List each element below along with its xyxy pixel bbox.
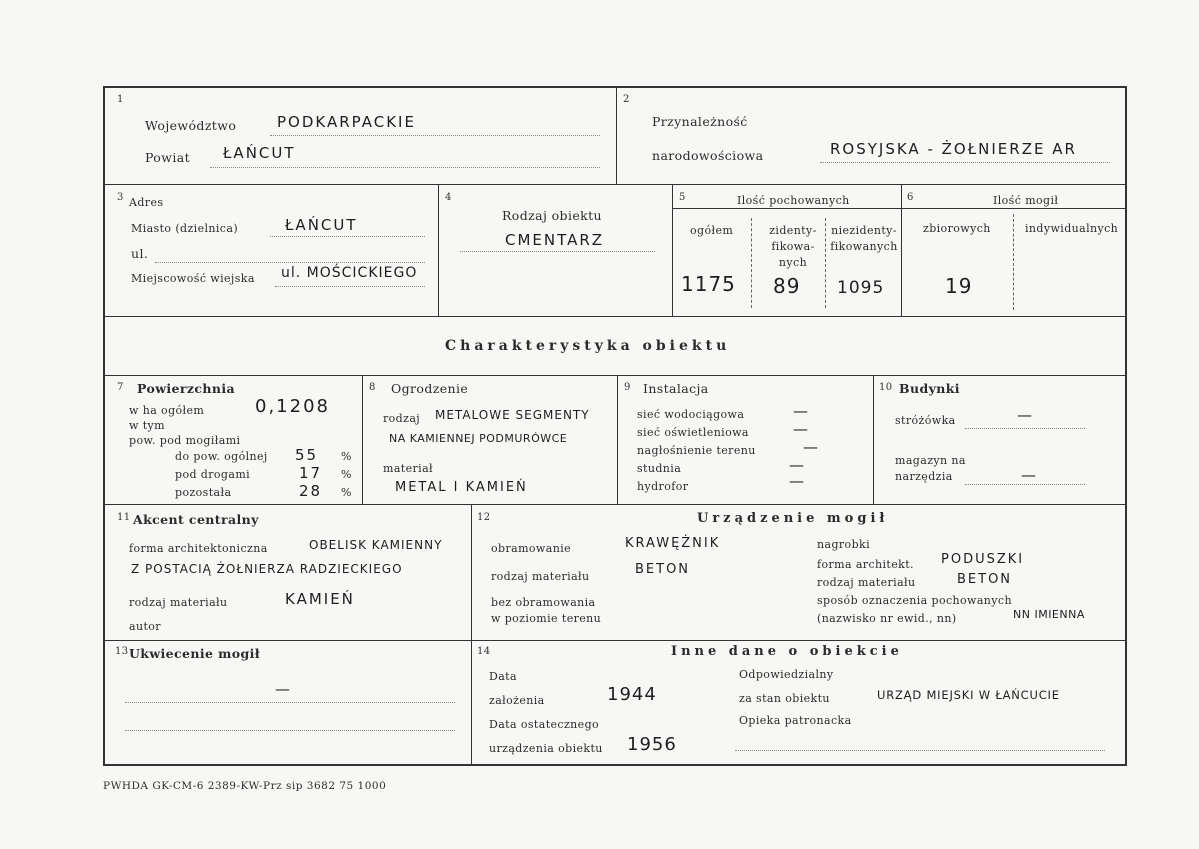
fence-type-value-1: METALOWE SEGMENTY: [435, 408, 590, 422]
section-number: 1: [117, 94, 124, 105]
form-footer: PWHDA GK-CM-6 2389-KW-Prz sip 3682 75 1000: [103, 780, 387, 792]
responsible-value: URZĄD MIEJSKI W ŁAŃCUCIE: [877, 688, 1060, 702]
state-of-object-label: za stan obiektu: [739, 692, 830, 705]
responsible-label: Odpowiedzialny: [739, 668, 834, 681]
graves-count-title: Ilość mogił: [993, 194, 1059, 207]
other-data-title: Inne dane o obiekcie: [671, 644, 903, 659]
guardhouse-value: —: [1017, 406, 1034, 424]
county-label: Powiat: [145, 150, 191, 165]
buried-total-value: 1175: [681, 272, 736, 296]
tombstones-label: nagrobki: [817, 538, 870, 551]
date-label: Data: [489, 670, 517, 683]
edging-label: obramowanie: [491, 542, 572, 555]
percent-sign: %: [341, 450, 352, 463]
object-type-value: CMENTARZ: [505, 231, 605, 249]
area-graves-label: pow. pod mogiłami: [129, 434, 241, 447]
section-number: 3: [117, 192, 124, 203]
section-number: 4: [445, 192, 452, 203]
section-number: 12: [477, 512, 491, 523]
nationality-label-2: narodowościowa: [652, 148, 764, 163]
collective-graves-label: zbiorowych: [923, 222, 991, 235]
storehouse-label-2: narzędzia: [895, 470, 953, 483]
marking-name-label: (nazwisko nr ewid., nn): [817, 612, 957, 625]
unidentified-value: 1095: [837, 278, 885, 298]
storehouse-value: —: [1021, 466, 1038, 484]
marking-method-label: sposób oznaczenia pochowanych: [817, 594, 1012, 607]
flower-decoration-title: Ukwiecenie mogił: [129, 646, 260, 661]
unidentified-label: niezidenty-fikowanych: [830, 224, 898, 253]
county-value: ŁAŃCUT: [223, 144, 296, 162]
well-label: studnia: [637, 462, 682, 475]
street-value: ul. MOŚCICKIEGO: [281, 265, 418, 281]
central-accent-title: Akcent centralny: [133, 512, 259, 527]
buildings-title: Budynki: [899, 381, 960, 396]
characteristic-title: Charakterystyka obiektu: [445, 338, 731, 354]
flower-decoration-value: —: [275, 680, 292, 698]
patronage-label: Opieka patronacka: [739, 714, 852, 727]
fence-title: Ogrodzenie: [391, 381, 469, 396]
graves-arrangement-title: Urządzenie mogił: [697, 511, 889, 526]
individual-graves-label: indywidualnych: [1025, 222, 1119, 235]
edging-value: KRAWĘŻNIK: [625, 536, 721, 551]
area-total-label: w ha ogółem: [129, 404, 205, 417]
water-supply-value: —: [793, 402, 810, 420]
area-roads-value: 17: [299, 464, 323, 482]
section-number: 13: [115, 646, 129, 657]
voivodeship-label: Województwo: [145, 118, 237, 133]
area-of-which-label: w tym: [129, 419, 165, 432]
arrangement-label: urządzenia obiektu: [489, 742, 603, 755]
hydrophore-value: —: [789, 472, 806, 490]
section-number: 7: [117, 382, 124, 393]
percent-sign: %: [341, 486, 352, 499]
author-label: autor: [129, 620, 161, 633]
section-number: 5: [679, 192, 686, 203]
ground-level-label: w poziomie terenu: [491, 612, 602, 625]
guardhouse-label: stróżówka: [895, 414, 956, 427]
fence-material-label: materiał: [383, 462, 434, 475]
identified-label: zidenty-fikowa-nych: [769, 224, 817, 269]
lighting-label: sieć oświetleniowa: [637, 426, 749, 439]
accent-material-value: KAMIEŃ: [285, 590, 355, 608]
architectural-form-label: forma architektoniczna: [129, 542, 268, 555]
accent-material-label: rodzaj materiału: [129, 596, 228, 609]
storehouse-label: magazyn na: [895, 454, 966, 467]
section-number: 9: [624, 382, 631, 393]
final-date-label: Data ostatecznego: [489, 718, 600, 731]
percent-sign: %: [341, 468, 352, 481]
no-edging-label: bez obramowania: [491, 596, 596, 609]
founding-value: 1944: [607, 684, 657, 705]
architectural-form-value-1: OBELISK KAMIENNY: [309, 538, 443, 552]
object-type-label: Rodzaj obiektu: [502, 208, 602, 223]
section-number: 2: [623, 94, 630, 105]
tomb-material-label: rodzaj materiału: [817, 576, 916, 589]
sound-system-label: nagłośnienie terenu: [637, 444, 756, 457]
collective-graves-value: 19: [945, 274, 973, 298]
area-other-label: pozostała: [175, 486, 232, 499]
area-share-label: do pow. ogólnej: [175, 450, 268, 463]
fence-type-value-2: NA KAMIENNEJ PODMURÓWCE: [389, 432, 568, 445]
section-number: 8: [369, 382, 376, 393]
section-number: 14: [477, 646, 491, 657]
sound-system-value: —: [803, 438, 820, 456]
architectural-form-value-2: Z POSTACIĄ ŻOŁNIERZA RADZIECKIEGO: [131, 562, 403, 576]
lighting-value: —: [793, 420, 810, 438]
area-other-value: 28: [299, 482, 323, 500]
section-number: 6: [907, 192, 914, 203]
water-supply-label: sieć wodociągowa: [637, 408, 745, 421]
area-total-value: 0,1208: [255, 396, 330, 417]
marking-method-value: NN IMIENNA: [1013, 608, 1085, 621]
identified-value: 89: [773, 274, 801, 298]
buried-count-title: Ilość pochowanych: [737, 194, 850, 207]
tomb-form-label: forma architekt.: [817, 558, 914, 571]
area-title: Powierzchnia: [137, 381, 235, 396]
hydrophore-label: hydrofor: [637, 480, 689, 493]
edging-material-value: BETON: [635, 562, 691, 577]
fence-material-value: METAL I KAMIEŃ: [395, 480, 528, 495]
address-title: Adres: [129, 196, 164, 209]
buried-total-label: ogółem: [690, 224, 734, 237]
street-label: ul.: [131, 246, 149, 261]
nationality-value: ROSYJSKA - ŻOŁNIERZE AR: [830, 140, 1077, 158]
village-label: Miejscowość wiejska: [131, 272, 255, 285]
installation-title: Instalacja: [643, 381, 709, 396]
well-value: —: [789, 456, 806, 474]
nationality-label: Przynależność: [652, 114, 748, 129]
record-card: [103, 86, 1127, 766]
fence-type-label: rodzaj: [383, 412, 421, 425]
arrangement-value: 1956: [627, 734, 677, 755]
area-roads-label: pod drogami: [175, 468, 251, 481]
edging-material-label: rodzaj materiału: [491, 570, 590, 583]
section-number: 10: [879, 382, 893, 393]
city-value: ŁAŃCUT: [285, 216, 358, 234]
tomb-material-value: BETON: [957, 572, 1013, 587]
section-number: 11: [117, 512, 131, 523]
tomb-form-value: PODUSZKI: [941, 552, 1025, 567]
city-label: Miasto (dzielnica): [131, 222, 239, 235]
voivodeship-value: PODKARPACKIE: [277, 113, 416, 131]
founding-label: założenia: [489, 694, 545, 707]
area-share-value: 55: [295, 446, 319, 464]
